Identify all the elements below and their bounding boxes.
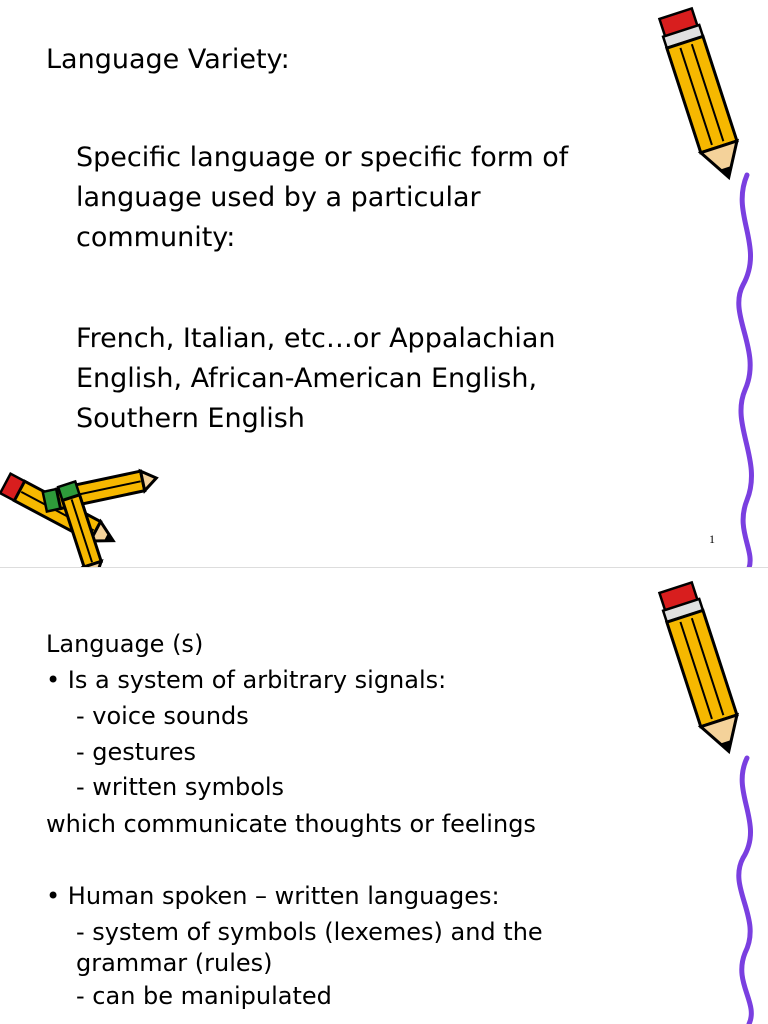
sub-item: - voice sounds	[76, 702, 249, 730]
sub-item: - written symbols	[76, 773, 285, 801]
slide-2	[0, 568, 768, 1024]
conclusion-line: which communicate thoughts or feelings	[46, 810, 536, 838]
sub-item: - can be manipulated	[76, 982, 332, 1010]
bullet-item: • Is a system of arbitrary signals:	[46, 666, 447, 694]
examples-line-1: French, Italian, etc…or Appalachian	[76, 323, 556, 354]
examples-line-2: English, African-American English,	[76, 363, 538, 394]
crossed-pencils-icon	[0, 462, 160, 572]
bullet-item: • Human spoken – written languages:	[46, 882, 500, 910]
slide-title: Language (s)	[46, 630, 204, 658]
pencil-icon	[640, 0, 760, 185]
purple-squiggle-line	[725, 175, 768, 568]
sub-item: - system of symbols (lexemes) and the	[76, 918, 543, 946]
definition-line-2: language used by a particular	[76, 182, 481, 213]
purple-squiggle-line	[725, 758, 768, 1024]
definition-line-3: community:	[76, 222, 236, 253]
examples-line-3: Southern English	[76, 403, 305, 434]
page-number: 1	[709, 532, 715, 546]
slide-title: Language Variety:	[46, 44, 290, 75]
pencil-icon	[640, 574, 760, 759]
definition-line-1: Specific language or specific form of	[76, 142, 569, 173]
sub-item: grammar (rules)	[76, 949, 273, 977]
sub-item: - gestures	[76, 738, 197, 766]
